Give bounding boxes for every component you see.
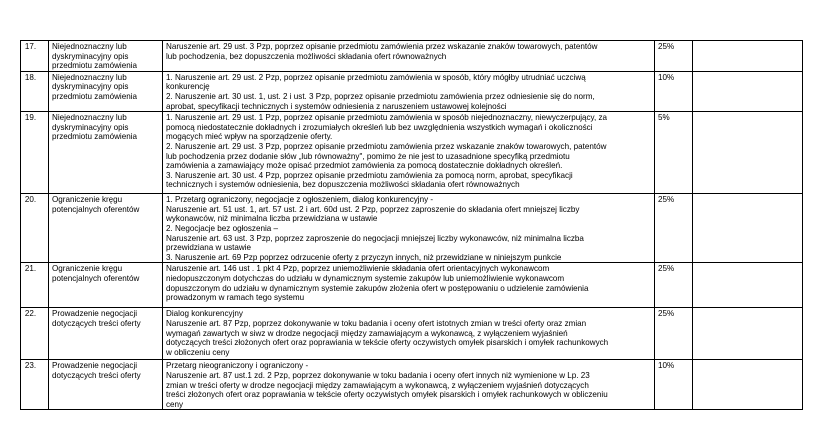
violation-description-line: 1. Naruszenie art. 29 ust. 2 Pzp, poprzez opisanie przedmiotu zamówienia w sposób, który mógłby utrudniać uczciwą [166, 72, 586, 82]
violation-description-line: Naruszenie art. 29 ust. 3 Pzp, poprzez opisanie przedmiotu zamówienia przez wskazanie znaków towarowych, patentów [166, 42, 598, 51]
irregularity-name-cell [49, 112, 163, 194]
violation-description-line: Naruszenie art. 87 ust.1 zd. 2 Pzp, poprzez dokonywanie w toku badania i oceny ofert innych niż wymienione w Lp. 23 [166, 370, 590, 380]
violation-description-line: Dialog konkurencyjny [166, 309, 243, 319]
violation-description-line: lub pochodzenia, bez dopuszczenia możliwości składania ofert równoważnych [166, 51, 447, 61]
correction-rate-cell: 5% [655, 112, 693, 194]
violation-description-cell [163, 308, 655, 360]
violation-description-line: zmian w treści oferty w drodze negocjacji między zamawiającym a wykonawcą, z wyłączeniem wyjaśnień dotyczących [166, 380, 589, 390]
table-row [21, 112, 803, 194]
correction-rate-cell: 10% [655, 71, 693, 111]
table-row [21, 194, 803, 263]
empty-cell [693, 263, 803, 308]
violation-description-line: technicznych i systemów odniesienia, bez dopuszczenia możliwości składania ofert równoważnych [166, 180, 520, 190]
row-number: 19. [21, 112, 49, 194]
irregularity-name-cell [49, 41, 163, 72]
violation-description-line: 2. Naruszenie art. 29 ust. 3 Pzp, poprzez opisanie przedmiotu zamówienia przez wskazanie znaków towarowych, patentów [166, 141, 607, 151]
empty-cell [693, 360, 803, 410]
violation-description-line: wykonawców, niż minimalna liczba przewidziana w ustawie [166, 214, 378, 224]
irregularity-name-cell [49, 308, 163, 360]
violation-description-line: ceny [166, 399, 184, 409]
correction-rate-cell: 25% [655, 41, 693, 72]
violation-description-line: Przetarg nieograniczony i ograniczony - [166, 361, 309, 371]
violation-description-line: w obliczeniu ceny [166, 347, 230, 357]
violation-description-line: dopuszczonym do udziału w dynamicznym systemie zakupów złożenia ofert w postępowaniu o udzielenie zamówienia [166, 283, 589, 293]
violation-description-line: Naruszenie art. 63 ust. 3 Pzp, poprzez zaproszenie do negocjacji mniejszej liczby wykonawców, niż minimalna liczba [166, 233, 584, 243]
violation-description-line: Naruszenie art. 87 Pzp, poprzez dokonywanie w toku badania i oceny ofert istotnych zmian w treści oferty oraz zmian [166, 318, 587, 328]
violation-description-line: niedopuszczonym dotychczas do udziału w dynamicznym systemie zakupów lub uniemożliwienie wykonawcom [166, 273, 565, 283]
irregularity-name-line: Ograniczenie kręgu [52, 264, 123, 274]
row-number: 21. [21, 263, 49, 308]
irregularity-name-line: potencjalnych oferentów [52, 204, 140, 214]
violation-description-line: 3. Naruszenie art. 30 ust. 4 Pzp, poprzez opisanie przedmiotu zamówienia za pomocą norm, aprobat, specyfikacji [166, 170, 573, 180]
violation-description-line: Naruszenie art. 51 ust. 1, art. 57 ust. 2 i art. 60d ust. 2 Pzp, poprzez zaproszenie do składania ofert mniejszej liczby [166, 204, 580, 214]
irregularity-name-line: dyskryminacyjny opis [52, 82, 129, 92]
violation-description-line: treści złożonych ofert oraz poprawiania w tekście oferty oczywistych omyłek pisarskich i omyłek rachunkowych w obliczeniu [166, 390, 608, 400]
violation-description-line: dotyczących treści złożonych ofert oraz poprawiania w tekście oferty oczywistych omyłek pisarskich i omyłek rachunkowych [166, 338, 609, 348]
irregularity-name-cell [49, 194, 163, 263]
violation-description-line: 1. Przetarg ograniczony, negocjacje z ogłoszeniem, dialog konkurencyjny - [166, 195, 434, 205]
violation-description-line: 2. Naruszenie art. 30 ust. 1, ust. 2 i ust. 3 Pzp, poprzez opisanie przedmiotu zamówienia przez odniesienie się do norm, [166, 91, 595, 101]
violation-description-cell [163, 112, 655, 194]
violation-description-line: konkurencję [166, 82, 210, 92]
violation-description-line: przewidziana w ustawie [166, 243, 252, 253]
row-number: 23. [21, 360, 49, 410]
irregularity-name-cell [49, 360, 163, 410]
violation-description-line: aprobat, specyfikacji technicznych i systemów odniesienia z naruszeniem ustawowej kolejności [166, 101, 507, 111]
violation-description-cell [163, 360, 655, 410]
irregularity-name-line: Prowadzenie negocjacji [52, 309, 138, 319]
table-row [21, 263, 803, 308]
irregularity-name-line: przedmiotu zamówienia [52, 91, 138, 101]
violation-description-cell [163, 194, 655, 263]
table-row [21, 71, 803, 111]
table-body [21, 41, 803, 410]
irregularity-name-line: Niejednoznaczny lub [52, 42, 127, 51]
irregularity-name-line: dyskryminacyjny opis [52, 122, 129, 132]
violation-description-line: mogących mieć wpływ na sporządzenie oferty. [166, 132, 333, 142]
irregularity-name-line: dyskryminacyjny opis [52, 51, 129, 61]
empty-cell [693, 41, 803, 72]
table-row [21, 360, 803, 410]
correction-rate-cell: 25% [655, 194, 693, 263]
table-row [21, 41, 803, 72]
document-page [20, 40, 802, 410]
empty-cell [693, 308, 803, 360]
violation-description-line: 2. Negocjacje bez ogłoszenia – [166, 223, 279, 233]
empty-cell [693, 194, 803, 263]
empty-cell [693, 71, 803, 111]
violation-description-line: 3. Naruszenie art. 69 Pzp poprzez odrzucenie oferty z przyczyn innych, niż przewidziane w niniejszym punkcie [166, 252, 562, 262]
violation-description-cell [163, 263, 655, 308]
violation-description-line: wymagań zawartych w siwz w drodze negocjacji między zamawiającym a wykonawcą, z wyłączeniem wyjaśnień [166, 328, 568, 338]
violation-description-line: lub pochodzenia przez dodanie słów „lub równoważny", pomimo że nie jest to uzasadnione specyfiką przedmiotu [166, 151, 570, 161]
corrections-table [20, 40, 803, 410]
irregularity-name-line: potencjalnych oferentów [52, 273, 140, 283]
violation-description-line: Naruszenie art. 146 ust . 1 pkt 4 Pzp, poprzez uniemożliwienie składania ofert orientacyjnych wykonawcom [166, 264, 550, 274]
violation-description-line: 1. Naruszenie art. 29 ust. 1 Pzp, poprzez opisanie przedmiotu zamówienia w sposób niejednoznaczny, niewyczerpujący, za [166, 113, 608, 123]
violation-description-line: pomocą niedostatecznie dokładnych i zrozumiałych określeń lub bez uwzględnienia wszystkich wymagań i okoliczności [166, 122, 593, 132]
correction-rate-cell: 25% [655, 308, 693, 360]
irregularity-name-line: Niejednoznaczny lub [52, 72, 127, 82]
violation-description-cell [163, 41, 655, 72]
row-number: 20. [21, 194, 49, 263]
violation-description-line: prowadzonym w ramach tego systemu [166, 293, 305, 303]
row-number: 22. [21, 308, 49, 360]
correction-rate-cell: 10% [655, 360, 693, 410]
table-row [21, 308, 803, 360]
irregularity-name-line: przedmiotu zamówienia [52, 132, 138, 142]
row-number: 17. [21, 41, 49, 72]
irregularity-name-cell [49, 71, 163, 111]
correction-rate-cell: 25% [655, 263, 693, 308]
irregularity-name-line: dotyczących treści oferty [52, 370, 141, 380]
empty-cell [693, 112, 803, 194]
irregularity-name-line: Ograniczenie kręgu [52, 195, 123, 205]
violation-description-cell [163, 71, 655, 111]
violation-description-line: zamówienia a zamawiający może opisać przedmiot zamówienia za pomocą dostatecznie dokładnych określeń. [166, 161, 563, 171]
irregularity-name-line: Niejednoznaczny lub [52, 113, 127, 123]
irregularity-name-line: dotyczących treści oferty [52, 318, 141, 328]
irregularity-name-cell [49, 263, 163, 308]
row-number: 18. [21, 71, 49, 111]
irregularity-name-line: Prowadzenie negocjacji [52, 361, 138, 371]
irregularity-name-line: przedmiotu zamówienia [52, 61, 138, 71]
